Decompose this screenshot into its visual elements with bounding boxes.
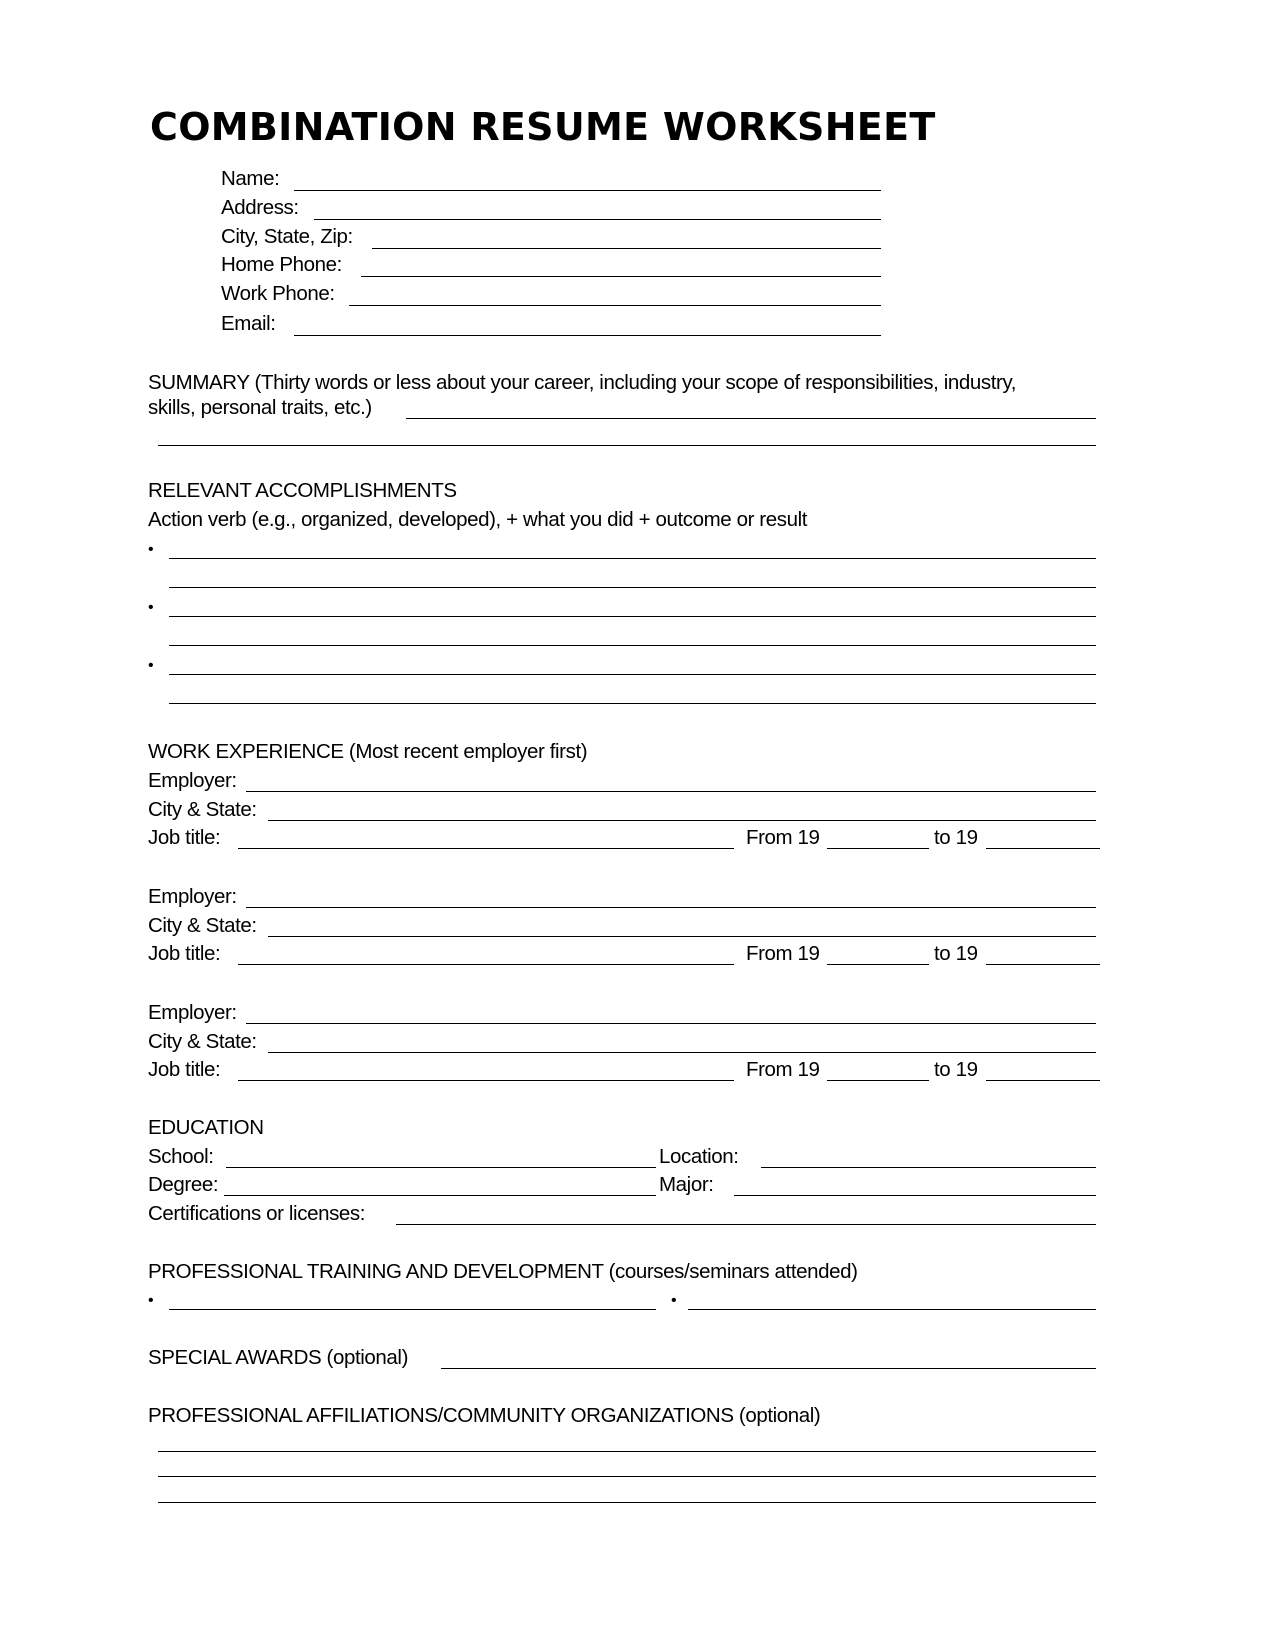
accomplishment-2-line-1[interactable] bbox=[169, 616, 1096, 617]
bullet-3: • bbox=[148, 657, 154, 674]
to-label: to 19 bbox=[934, 826, 978, 849]
education-heading: EDUCATION bbox=[148, 1116, 264, 1139]
to-year-3-field[interactable] bbox=[986, 1080, 1100, 1081]
major-field[interactable] bbox=[734, 1195, 1096, 1196]
bullet-2: • bbox=[148, 599, 154, 616]
work-experience-heading: WORK EXPERIENCE (Most recent employer first) bbox=[148, 740, 588, 763]
to-label: to 19 bbox=[934, 1058, 978, 1081]
home-phone-field[interactable] bbox=[361, 276, 881, 277]
from-year-2-field[interactable] bbox=[827, 964, 929, 965]
summary-field-line-1[interactable] bbox=[406, 418, 1096, 419]
accomplishment-3-line-1[interactable] bbox=[169, 674, 1096, 675]
job-title-2-field[interactable] bbox=[238, 964, 734, 965]
awards-label: SPECIAL AWARDS (optional) bbox=[148, 1346, 409, 1369]
affiliations-field-line-2[interactable] bbox=[158, 1476, 1096, 1477]
work-phone-field[interactable] bbox=[349, 305, 881, 306]
home-phone-label: Home Phone: bbox=[221, 253, 342, 276]
certifications-label: Certifications or licenses: bbox=[148, 1202, 366, 1225]
summary-instructions: skills, personal traits, etc.) bbox=[148, 396, 372, 419]
employer-label: Employer: bbox=[148, 1001, 237, 1024]
training-field-1[interactable] bbox=[169, 1309, 656, 1310]
certifications-field[interactable] bbox=[396, 1224, 1096, 1225]
city-state-3-field[interactable] bbox=[268, 1052, 1096, 1053]
page-title: COMBINATION RESUME WORKSHEET bbox=[150, 105, 936, 149]
employer-3-field[interactable] bbox=[246, 1023, 1096, 1024]
from-label: From 19 bbox=[746, 942, 820, 965]
city-state-label: City & State: bbox=[148, 914, 257, 937]
location-label: Location: bbox=[659, 1145, 739, 1168]
job-title-label: Job title: bbox=[148, 1058, 221, 1081]
address-label: Address: bbox=[221, 196, 299, 219]
job-title-label: Job title: bbox=[148, 942, 221, 965]
affiliations-heading: PROFESSIONAL AFFILIATIONS/COMMUNITY ORGANIZATIONS (optional) bbox=[148, 1404, 821, 1427]
school-field[interactable] bbox=[226, 1167, 656, 1168]
job-title-1-field[interactable] bbox=[238, 848, 734, 849]
school-label: School: bbox=[148, 1145, 214, 1168]
from-label: From 19 bbox=[746, 826, 820, 849]
bullet-1: • bbox=[148, 541, 154, 558]
accomplishments-instructions: Action verb (e.g., organized, developed), + what you did + outcome or result bbox=[148, 508, 808, 531]
training-field-2[interactable] bbox=[688, 1309, 1096, 1310]
summary-heading: SUMMARY (Thirty words or less about your career, including your scope of responsibilities, industry, bbox=[148, 371, 1017, 394]
to-year-1-field[interactable] bbox=[986, 848, 1100, 849]
major-label: Major: bbox=[659, 1173, 714, 1196]
from-label: From 19 bbox=[746, 1058, 820, 1081]
affiliations-field-line-1[interactable] bbox=[158, 1451, 1096, 1452]
employer-label: Employer: bbox=[148, 769, 237, 792]
employer-1-field[interactable] bbox=[246, 791, 1096, 792]
name-field[interactable] bbox=[294, 190, 881, 191]
employer-2-field[interactable] bbox=[246, 907, 1096, 908]
name-label: Name: bbox=[221, 167, 280, 190]
location-field[interactable] bbox=[761, 1167, 1096, 1168]
accomplishment-3-line-2[interactable] bbox=[169, 703, 1096, 704]
city-state-zip-field[interactable] bbox=[372, 248, 881, 249]
city-state-zip-label: City, State, Zip: bbox=[221, 225, 353, 248]
email-field[interactable] bbox=[294, 335, 881, 336]
city-state-label: City & State: bbox=[148, 1030, 257, 1053]
job-title-label: Job title: bbox=[148, 826, 221, 849]
summary-field-line-2[interactable] bbox=[158, 445, 1096, 446]
address-field[interactable] bbox=[314, 219, 881, 220]
accomplishment-1-line-2[interactable] bbox=[169, 587, 1096, 588]
accomplishment-1-line-1[interactable] bbox=[169, 558, 1096, 559]
training-heading: PROFESSIONAL TRAINING AND DEVELOPMENT (courses/seminars attended) bbox=[148, 1260, 858, 1283]
degree-label: Degree: bbox=[148, 1173, 219, 1196]
from-year-3-field[interactable] bbox=[827, 1080, 929, 1081]
awards-field[interactable] bbox=[441, 1368, 1096, 1369]
to-year-2-field[interactable] bbox=[986, 964, 1100, 965]
accomplishment-2-line-2[interactable] bbox=[169, 645, 1096, 646]
employer-label: Employer: bbox=[148, 885, 237, 908]
to-label: to 19 bbox=[934, 942, 978, 965]
email-label: Email: bbox=[221, 312, 276, 335]
city-state-label: City & State: bbox=[148, 798, 257, 821]
from-year-1-field[interactable] bbox=[827, 848, 929, 849]
work-phone-label: Work Phone: bbox=[221, 282, 335, 305]
bullet-training-1: • bbox=[148, 1292, 154, 1309]
job-title-3-field[interactable] bbox=[238, 1080, 734, 1081]
bullet-training-2: • bbox=[671, 1292, 677, 1309]
degree-field[interactable] bbox=[224, 1195, 656, 1196]
affiliations-field-line-3[interactable] bbox=[158, 1502, 1096, 1503]
city-state-1-field[interactable] bbox=[268, 820, 1096, 821]
city-state-2-field[interactable] bbox=[268, 936, 1096, 937]
accomplishments-heading: RELEVANT ACCOMPLISHMENTS bbox=[148, 479, 457, 502]
